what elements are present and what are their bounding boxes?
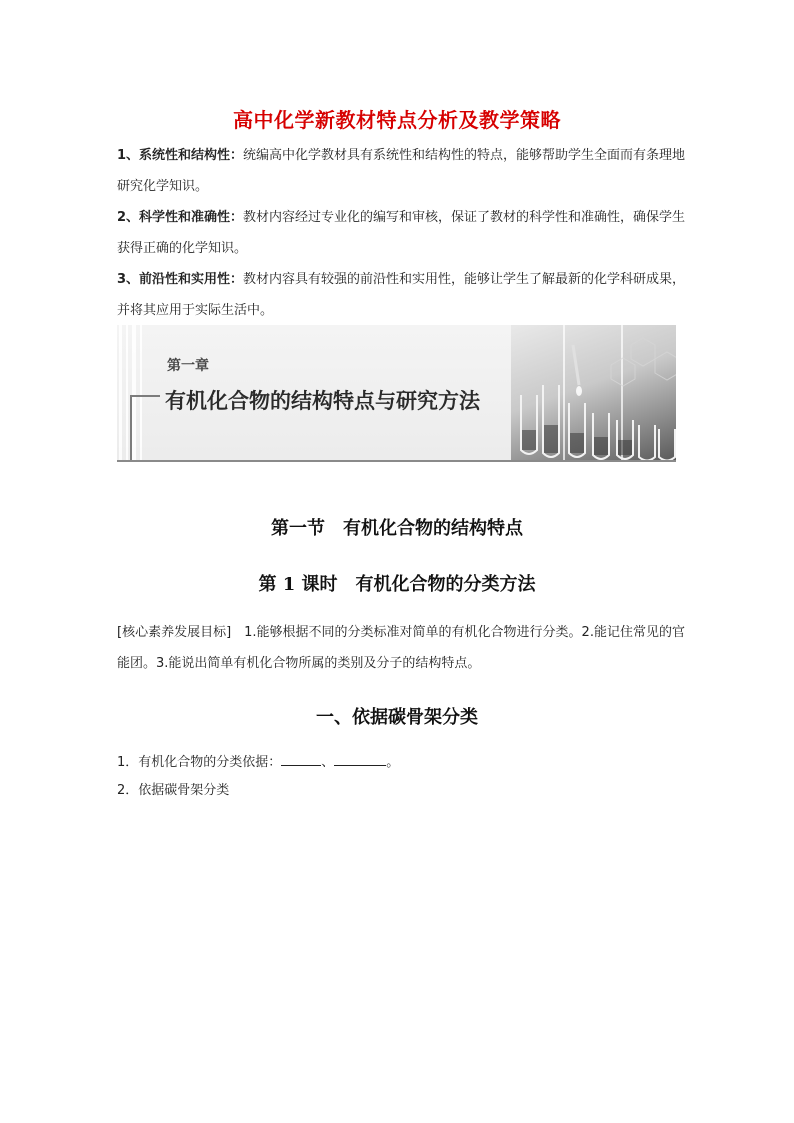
question-item-1: [117, 749, 687, 777]
fill-blank[interactable]: [281, 751, 321, 766]
question-item-2: 2．依据碳骨架分类: [117, 783, 230, 798]
banner-bracket-line: [130, 395, 160, 397]
question-list: [117, 749, 687, 805]
chapter-label: 第一章: [167, 358, 209, 374]
part-title: 一、依据碳骨架分类: [316, 707, 478, 728]
feature-item-1: [117, 140, 687, 202]
fill-blank[interactable]: [334, 751, 386, 766]
banner-stripes: [117, 325, 147, 460]
section-title: 第一节 有机化合物的结构特点: [271, 518, 523, 539]
document-title: 高中化学新教材特点分析及教学策略: [233, 108, 561, 132]
feature-text: 教材内容具有较强的前沿性和实用性，能够让学生了解最新的化学科研成果，并将其应用于实际生活中。: [117, 272, 686, 318]
feature-label: 2、科学性和准确性：: [117, 210, 244, 225]
features-list: [117, 140, 687, 326]
test-tubes-image: [511, 325, 676, 460]
feature-item-2: [117, 202, 687, 264]
question-text: 1．有机化合物的分类依据：: [117, 755, 282, 770]
goals-text: 1.能够根据不同的分类标准对简单的有机化合物进行分类。2.能记住常见的官能团。3.能说出简单有机化合物所属的类别及分子的结构特点。: [117, 625, 685, 671]
lesson-title: 第 1 课时 有机化合物的分类方法: [258, 574, 536, 595]
chapter-title: 有机化合物的结构特点与研究方法: [165, 389, 480, 413]
chapter-banner: [117, 325, 676, 475]
feature-item-3: [117, 264, 687, 326]
feature-text: 统编高中化学教材具有系统性和结构性的特点，能够帮助学生全面而有条理地研究化学知识。: [117, 148, 686, 194]
core-goals: [117, 617, 687, 679]
question-end: 。: [386, 755, 400, 770]
feature-text: 教材内容经过专业化的编写和审核，保证了教材的科学性和准确性，确保学生获得正确的化学知识。: [117, 210, 686, 256]
banner-bottom-bar: [117, 460, 676, 475]
feature-label: 1、系统性和结构性：: [117, 148, 244, 163]
question-separator: 、: [321, 755, 335, 770]
goals-label: [核心素养发展目标]: [117, 625, 232, 640]
feature-label: 3、前沿性和实用性：: [117, 272, 244, 287]
